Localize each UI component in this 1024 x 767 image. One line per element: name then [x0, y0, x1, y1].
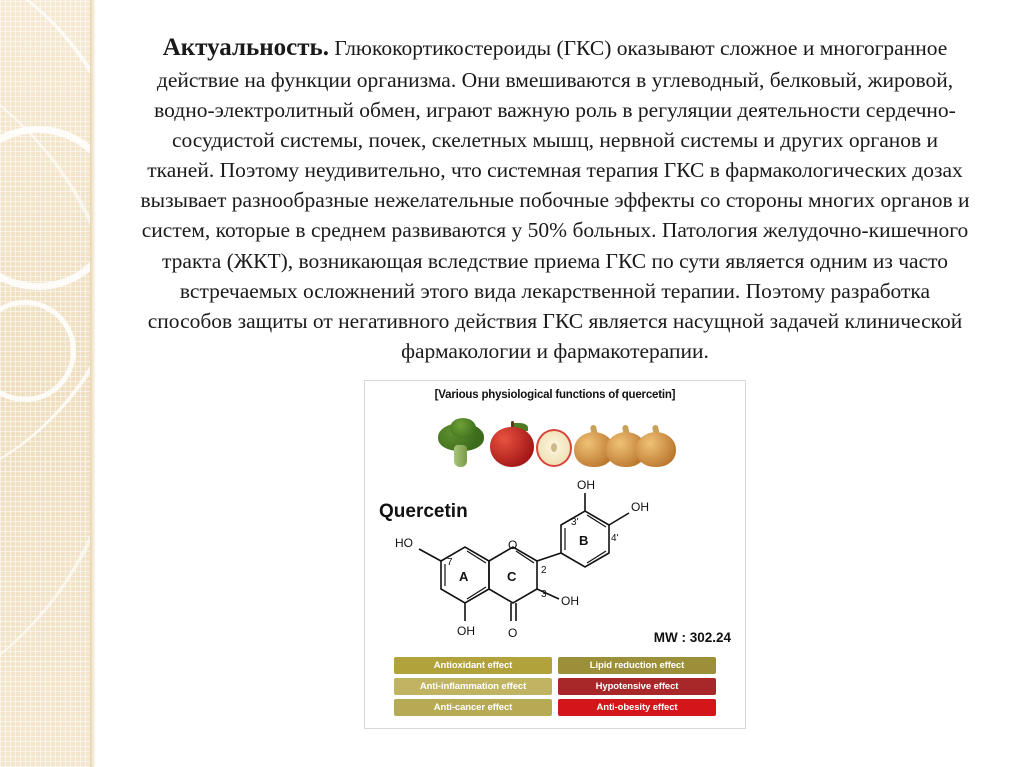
ring-label-B: B [579, 532, 589, 548]
atom-OH-5: OH [457, 623, 475, 638]
position-4prime: 4' [611, 532, 619, 544]
quercetin-figure [364, 380, 746, 729]
atom-OH-3prime: OH [577, 477, 595, 492]
onion-icon-3 [636, 427, 676, 467]
ring-label-C: C [507, 568, 517, 584]
body-paragraph [120, 30, 990, 366]
effect-hypotensive: Hypotensive effect [558, 678, 716, 695]
produce-image-row [373, 405, 737, 467]
atom-HO: HO [395, 535, 413, 550]
band-edge [90, 0, 96, 767]
position-3: 3 [541, 588, 547, 600]
apple-icon [490, 421, 534, 467]
molecular-weight-label: MW : 302.24 [653, 629, 731, 645]
position-7: 7 [447, 556, 453, 568]
position-3prime: 3' [571, 516, 579, 528]
effect-anti-cancer: Anti-cancer effect [394, 699, 552, 716]
ring-label-A: A [459, 568, 469, 584]
apple-half-icon [536, 425, 572, 467]
effects-list [373, 651, 737, 728]
position-2: 2 [541, 564, 547, 576]
effects-row-3 [373, 699, 737, 716]
body-rest: Глюкокортикостероиды (ГКС) оказывают сложное и многогранное действие на функции организма. Они вмешиваются в углеводный, белковый, жировой, водно-электролитный обмен, играют важную роль в регуляции деятельности сердечно-сосудистой системы, почек, скелетных мышц, нервной системы и других органов и тканей. Поэтому неудивительно, что системная терапия ГКС в фармакологических дозах вызывает разнообразные нежелательные побочные эффекты со стороны многих органов и систем, которые в среднем развиваются у 50% больных. Патология желудочно-кишечного тракта (ЖКТ), возникающая вследствие приема ГКС по сути является одним из часто встречаемых осложнений этого вида лекарственной терапии. Поэтому разработка способов защиты от негативного действия ГКС является насущной задачей клинической фармакологии и фармакотерапии. [140, 36, 970, 363]
quercetin-skeletal-svg [373, 469, 739, 651]
atom-O-keto: O [508, 625, 518, 640]
compound-name-label: Quercetin [379, 500, 468, 522]
slide-content [120, 30, 990, 729]
effect-antioxidant: Antioxidant effect [394, 657, 552, 674]
figure-wrapper [120, 380, 990, 729]
effect-lipid-reduction: Lipid reduction effect [558, 657, 716, 674]
effects-row-2 [373, 678, 737, 695]
atom-OH-4prime: OH [631, 499, 649, 514]
effect-anti-inflammation: Anti-inflammation effect [394, 678, 552, 695]
effects-row-1 [373, 657, 737, 674]
decorative-ring-1 [0, 126, 96, 290]
body-lead: Актуальность. [162, 34, 330, 61]
effect-anti-obesity: Anti-obesity effect [558, 699, 716, 716]
atom-OH-3: OH [561, 593, 579, 608]
chemical-structure [373, 469, 737, 651]
decorative-left-band [0, 0, 96, 767]
atom-O-ring: O [508, 537, 518, 552]
broccoli-icon [434, 423, 488, 467]
figure-title: [Various physiological functions of quercetin] [434, 388, 676, 401]
